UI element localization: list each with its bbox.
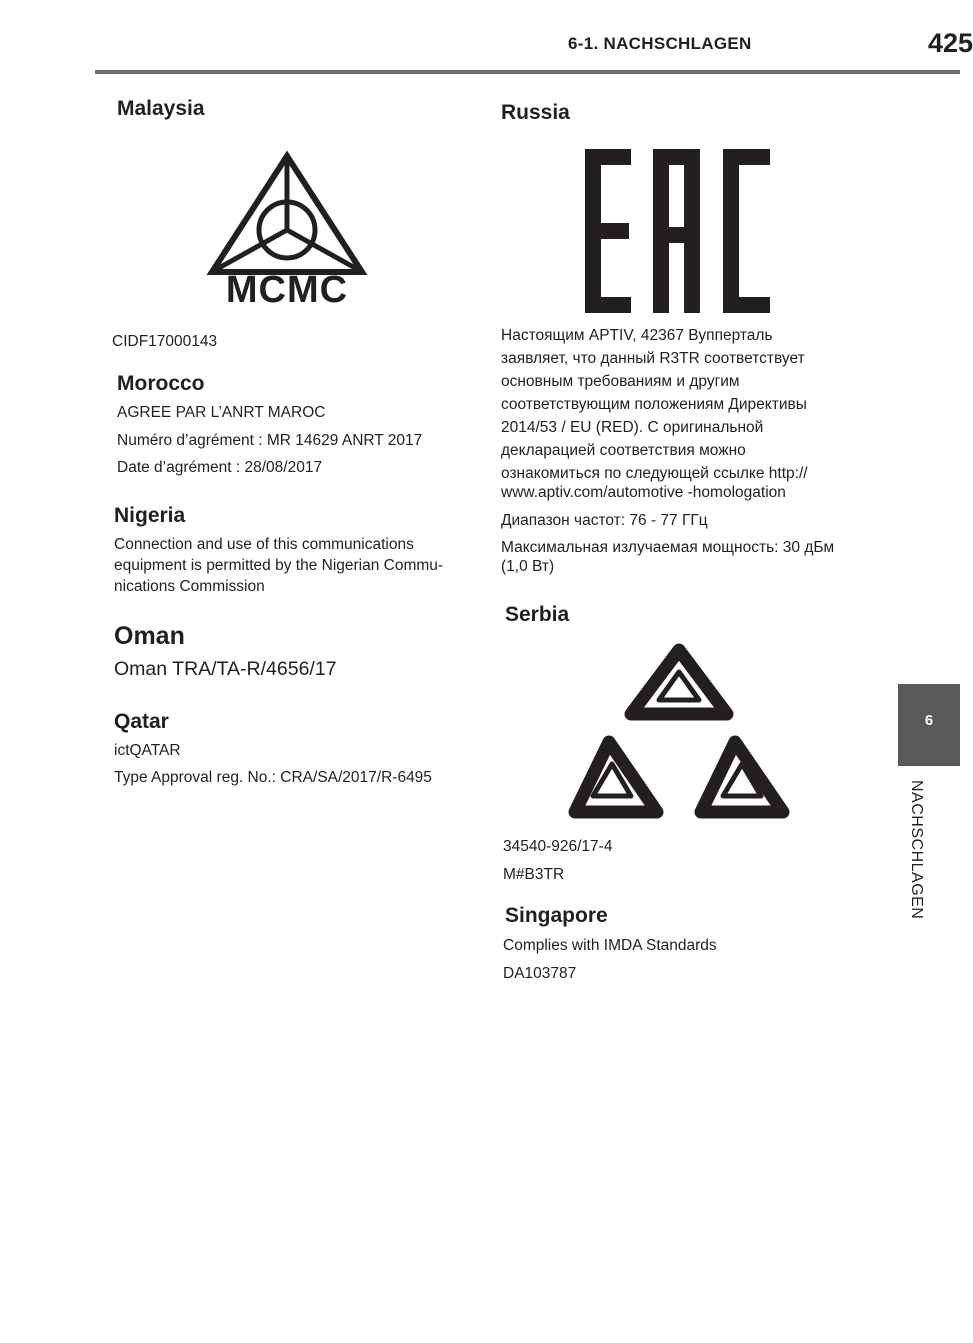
malaysia-heading: Malaysia [117,97,205,120]
eac-logo-icon [583,147,773,315]
singapore-line-1: Complies with IMDA Standards [503,937,717,954]
singapore-line-2: DA103787 [503,965,577,982]
serbia-line-1: 34540-926/17-4 [503,838,613,855]
qatar-line-2: Type Approval reg. No.: CRA/SA/2017/R-6495 [114,769,432,786]
malaysia-code: CIDF17000143 [112,333,218,350]
serbia-heading: Serbia [505,603,570,626]
header-divider [95,70,960,74]
chapter-label [902,780,930,940]
chapter-label-text: NACHSCHLAGEN [908,780,925,920]
russia-line-4: соответствующим положениям Директивы [501,396,807,413]
singapore-heading: Singapore [505,904,608,927]
mcmc-logo-text: MCMC [225,269,349,311]
serbia-line-2: M#B3TR [503,866,565,883]
qatar-heading: Qatar [114,710,169,733]
nigeria-line-3: nications Commission [114,578,265,595]
russia-line-3: основным требованиям и другим [501,373,740,390]
russia-power-line-2: (1,0 Вт) [501,558,555,575]
russia-line-1: Настоящим APTIV, 42367 Вупперталь [501,327,773,344]
page-number: 425 [928,28,973,58]
russia-line-8: www.aptiv.com/automotive -homologation [501,484,786,501]
morocco-line-2: Numéro d’agrément : MR 14629 ANRT 2017 [117,432,423,449]
mcmc-logo-icon [197,150,377,311]
russia-line-7: ознакомиться по следующей ссылке http:// [501,465,808,482]
oman-line-1: Oman TRA/TA-R/4656/17 [114,658,337,680]
morocco-line-3: Date d’agrément : 28/08/2017 [117,459,323,476]
nigeria-line-2: equipment is permitted by the Nigerian Commu- [114,557,444,574]
serbia-certification-icon [567,644,792,824]
morocco-heading: Morocco [117,372,205,395]
oman-heading: Oman [114,622,185,650]
russia-line-6: декларацией соответствия можно [501,442,746,459]
qatar-line-1: ictQATAR [114,742,181,759]
morocco-line-1: AGREE PAR L’ANRT MAROC [117,404,326,421]
russia-line-2: заявляет, что данный R3TR соответствует [501,350,805,367]
russia-line-5: 2014/53 / EU (RED). С оригинальной [501,419,764,436]
chapter-number: 6 [924,712,934,729]
russia-power-line-1: Максимальная излучаемая мощность: 30 дБм [501,539,835,556]
nigeria-heading: Nigeria [114,504,186,527]
page-header [95,0,973,75]
russia-heading: Russia [501,101,570,124]
section-title: 6-1. NACHSCHLAGEN [568,34,752,53]
chapter-tab[interactable] [898,684,960,766]
nigeria-line-1: Connection and use of this communications [114,536,414,553]
russia-frequency: Диапазон частот: 76 - 77 ГГц [501,512,708,529]
